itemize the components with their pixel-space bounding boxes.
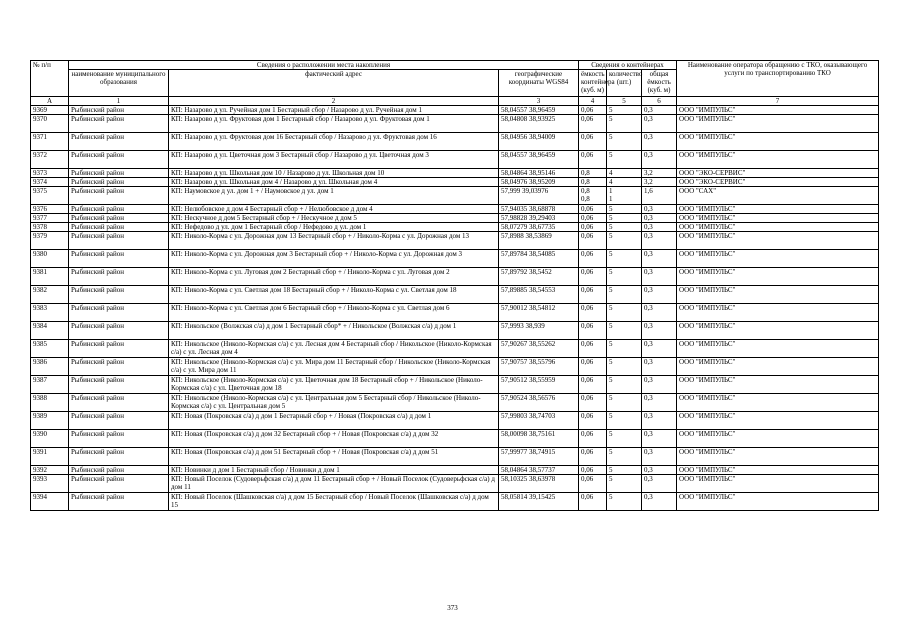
address-cell: КП: Назарово д ул. Школьная дом 4 / Назарово д ул. Школьная дом 4 (169, 178, 499, 187)
coordinates-cell: 57,89784 38,54085 (499, 250, 579, 268)
index-cell: 5 (607, 97, 642, 106)
row-number: 9381 (31, 268, 69, 286)
table-row (31, 178, 879, 187)
count-cell: 5 (607, 304, 642, 322)
address-cell: КП: Новая (Покровская с/а) д дом 32 Бестарный сбор + / Новая (Покровская с/а) д дом 32 (169, 430, 499, 448)
operator-cell: ООО "ИМПУЛЬС" (677, 322, 879, 340)
table-row (31, 133, 879, 151)
capacity-cell: 0,06 (579, 340, 607, 358)
capacity-cell: 0,06 (579, 250, 607, 268)
total-capacity-cell: 0,3 (642, 106, 677, 115)
total-capacity-cell: 0,3 (642, 250, 677, 268)
count-cell: 5 (607, 340, 642, 358)
coordinates-cell: 58,04557 38,96459 (499, 151, 579, 169)
header-address: фактический адрес (169, 70, 499, 97)
row-number: 9392 (31, 466, 69, 475)
table-row (31, 169, 879, 178)
header-total: общая ёмкость (куб. м) (642, 70, 677, 97)
capacity-cell: 0,06 (579, 376, 607, 394)
total-capacity-cell: 0,3 (642, 358, 677, 376)
capacity-cell: 0,8 (579, 169, 607, 178)
total-capacity-cell: 0,3 (642, 466, 677, 475)
table-row (31, 205, 879, 214)
table-row (31, 493, 879, 511)
capacity-cell: 0,06 (579, 394, 607, 412)
count-cell: 5 (607, 214, 642, 223)
total-capacity-cell: 0,3 (642, 412, 677, 430)
row-number: 9388 (31, 394, 69, 412)
operator-cell: ООО "ИМПУЛЬС" (677, 340, 879, 358)
operator-cell: ООО "ИМПУЛЬС" (677, 223, 879, 232)
coordinates-cell: 57,90524 38,56576 (499, 394, 579, 412)
count-cell: 5 (607, 205, 642, 214)
municipality-cell: Рыбинский район (69, 205, 169, 214)
row-number: 9384 (31, 322, 69, 340)
coordinates-cell: 58,04557 38,96459 (499, 106, 579, 115)
count-cell: 5 (607, 151, 642, 169)
operator-cell: ООО "ЭКО-СЕРВИС" (677, 169, 879, 178)
municipality-cell: Рыбинский район (69, 376, 169, 394)
operator-cell: ООО "ИМПУЛЬС" (677, 133, 879, 151)
operator-cell: ООО "ИМПУЛЬС" (677, 151, 879, 169)
table-row (31, 475, 879, 493)
row-number: 9394 (31, 493, 69, 511)
municipality-cell: Рыбинский район (69, 250, 169, 268)
total-capacity-cell: 0,3 (642, 286, 677, 304)
coordinates-cell: 58,04956 38,94009 (499, 133, 579, 151)
count-cell: 5 (607, 250, 642, 268)
operator-cell: ООО "САХ" (677, 187, 879, 205)
total-capacity-cell: 3,2 (642, 178, 677, 187)
capacity-cell: 0,06 (579, 268, 607, 286)
table-row (31, 151, 879, 169)
municipality-cell: Рыбинский район (69, 493, 169, 511)
table-row (31, 268, 879, 286)
header-coords: географические координаты WGS84 (499, 70, 579, 97)
municipality-cell: Рыбинский район (69, 133, 169, 151)
operator-cell: ООО "ИМПУЛЬС" (677, 358, 879, 376)
coordinates-cell: 57,89885 38,54553 (499, 286, 579, 304)
coordinates-cell: 57,90757 38,55796 (499, 358, 579, 376)
count-cell: 5 (607, 322, 642, 340)
total-capacity-cell: 0,3 (642, 304, 677, 322)
count-cell: 5 (607, 448, 642, 466)
operator-cell: ООО "ИМПУЛЬС" (677, 268, 879, 286)
table-row (31, 448, 879, 466)
operator-cell: ООО "ИМПУЛЬС" (677, 475, 879, 493)
capacity-cell: 0,06 (579, 223, 607, 232)
count-cell: 5 (607, 475, 642, 493)
count-cell: 5 (607, 430, 642, 448)
municipality-cell: Рыбинский район (69, 232, 169, 250)
total-capacity-cell: 0,3 (642, 448, 677, 466)
coordinates-cell: 57,98828 39,29403 (499, 214, 579, 223)
operator-cell: ООО "ИМПУЛЬС" (677, 430, 879, 448)
total-capacity-cell: 1,6 (642, 187, 677, 205)
municipality-cell: Рыбинский район (69, 475, 169, 493)
index-cell: 7 (677, 97, 879, 106)
municipality-cell: Рыбинский район (69, 340, 169, 358)
capacity-cell: 0,06 (579, 475, 607, 493)
address-cell: КП: Николо-Корма с ул. Дорожная дом 3 Бестарный сбор + / Николо-Корма с ул. Дорожная дом 3 (169, 250, 499, 268)
total-capacity-cell: 0,3 (642, 115, 677, 133)
operator-cell: ООО "ИМПУЛЬС" (677, 250, 879, 268)
address-cell: КП: Николо-Корма с ул. Светлая дом 6 Бестарный сбор + / Николо-Корма с ул. Светлая дом 6 (169, 304, 499, 322)
count-cell: 4 (607, 178, 642, 187)
count-cell: 5 (607, 412, 642, 430)
table-body (31, 106, 879, 511)
table-row (31, 340, 879, 358)
municipality-cell: Рыбинский район (69, 412, 169, 430)
register-sheet (30, 60, 878, 511)
coordinates-cell: 57,99977 38,74915 (499, 448, 579, 466)
row-number: 9383 (31, 304, 69, 322)
page-number: 373 (447, 604, 458, 612)
address-cell: КП: Никольское (Николо-Кормская с/а) с ул. Мира дом 11 Бестарный сбор / Никольское (Николо-Кормская с/а) с ул. Мира дом 11 (169, 358, 499, 376)
container-sites-table (30, 60, 879, 511)
row-number: 9373 (31, 169, 69, 178)
operator-cell: ООО "ЭКО-СЕРВИС" (677, 178, 879, 187)
coordinates-cell: 57,89792 38,5452 (499, 268, 579, 286)
index-cell: 4 (579, 97, 607, 106)
address-cell: КП: Нелюбовское д дом 4 Бестарный сбор + / Нелюбовское д дом 4 (169, 205, 499, 214)
coordinates-cell: 57,99803 38,74703 (499, 412, 579, 430)
operator-cell: ООО "ИМПУЛЬС" (677, 304, 879, 322)
coordinates-cell: 57,90267 38,55262 (499, 340, 579, 358)
header-num: № п/п (31, 61, 69, 97)
row-number: 9390 (31, 430, 69, 448)
municipality-cell: Рыбинский район (69, 394, 169, 412)
total-capacity-cell: 0,3 (642, 493, 677, 511)
row-number: 9372 (31, 151, 69, 169)
count-cell: 4 (607, 169, 642, 178)
row-number: 9376 (31, 205, 69, 214)
address-cell: КП: Назарово д ул. Фруктовая дом 16 Бестарный сбор / Назарово д ул. Фруктовая дом 16 (169, 133, 499, 151)
table-row (31, 376, 879, 394)
municipality-cell: Рыбинский район (69, 304, 169, 322)
capacity-cell: 0,06 (579, 106, 607, 115)
capacity-cell: 0,06 (579, 205, 607, 214)
count-cell: 5 (607, 268, 642, 286)
count-cell: 1 1 (607, 187, 642, 205)
municipality-cell: Рыбинский район (69, 115, 169, 133)
row-number: 9370 (31, 115, 69, 133)
coordinates-cell: 58,07279 38,67735 (499, 223, 579, 232)
coordinates-cell: 58,05814 39,15425 (499, 493, 579, 511)
address-cell: КП: Новый Поселок (Судоверьфская с/а) д дом 11 Бестарный сбор + / Новый Поселок (Судоверьфская с/а) д дом 11 (169, 475, 499, 493)
coordinates-cell: 58,04864 38,95146 (499, 169, 579, 178)
capacity-cell: 0,06 (579, 115, 607, 133)
row-number: 9374 (31, 178, 69, 187)
total-capacity-cell: 0,3 (642, 214, 677, 223)
row-number: 9379 (31, 232, 69, 250)
municipality-cell: Рыбинский район (69, 286, 169, 304)
municipality-cell: Рыбинский район (69, 169, 169, 178)
table-row (31, 115, 879, 133)
capacity-cell: 0,06 (579, 493, 607, 511)
table-row (31, 286, 879, 304)
municipality-cell: Рыбинский район (69, 358, 169, 376)
capacity-cell: 0,06 (579, 448, 607, 466)
address-cell: КП: Новая (Покровская с/а) д дом 1 Бестарный сбор + / Новая (Покровская с/а) д дом 1 (169, 412, 499, 430)
operator-cell: ООО "ИМПУЛЬС" (677, 466, 879, 475)
table-row (31, 412, 879, 430)
municipality-cell: Рыбинский район (69, 106, 169, 115)
total-capacity-cell: 0,3 (642, 340, 677, 358)
municipality-cell: Рыбинский район (69, 430, 169, 448)
table-row (31, 394, 879, 412)
capacity-cell: 0,06 (579, 466, 607, 475)
header-containers-group: Сведения о контейнерах (579, 61, 677, 70)
total-capacity-cell: 0,3 (642, 376, 677, 394)
total-capacity-cell: 0,3 (642, 223, 677, 232)
operator-cell: ООО "ИМПУЛЬС" (677, 115, 879, 133)
municipality-cell: Рыбинский район (69, 187, 169, 205)
coordinates-cell: 57,9993 38,939 (499, 322, 579, 340)
address-cell: КП: Никольское (Николо-Кормская с/а) с ул. Центральная дом 5 Бестарный сбор / Никольское (Николо-Кормская с/а) с ул. Центральная дом 5 (169, 394, 499, 412)
row-number: 9378 (31, 223, 69, 232)
table-row (31, 466, 879, 475)
municipality-cell: Рыбинский район (69, 223, 169, 232)
address-cell: КП: Нескучное д дом 5 Бестарный сбор + / Нескучное д дом 5 (169, 214, 499, 223)
index-cell: 1 (69, 97, 169, 106)
address-cell: КП: Наумовское д ул. дом 1 + / Наумовское д ул. дом 1 (169, 187, 499, 205)
index-cell: 6 (642, 97, 677, 106)
table-row (31, 322, 879, 340)
operator-cell: ООО "ИМПУЛЬС" (677, 205, 879, 214)
index-cell: 2 (169, 97, 499, 106)
table-row (31, 223, 879, 232)
table-row (31, 430, 879, 448)
coordinates-cell: 57,8988 38,53869 (499, 232, 579, 250)
operator-cell: ООО "ИМПУЛЬС" (677, 106, 879, 115)
coordinates-cell: 58,04864 38,57737 (499, 466, 579, 475)
coordinates-cell: 57,90512 38,55959 (499, 376, 579, 394)
address-cell: КП: Назарово д ул. Фруктовая дом 1 Бестарный сбор / Назарово д ул. Фруктовая дом 1 (169, 115, 499, 133)
total-capacity-cell: 0,3 (642, 322, 677, 340)
index-cell: 3 (499, 97, 579, 106)
table-row (31, 106, 879, 115)
municipality-cell: Рыбинский район (69, 214, 169, 223)
count-cell: 5 (607, 394, 642, 412)
coordinates-cell: 57,999 39,03976 (499, 187, 579, 205)
row-number: 9371 (31, 133, 69, 151)
index-cell: А (31, 97, 69, 106)
row-number: 9385 (31, 340, 69, 358)
coordinates-cell: 57,90012 38,54812 (499, 304, 579, 322)
coordinates-cell: 58,10325 38,63978 (499, 475, 579, 493)
municipality-cell: Рыбинский район (69, 268, 169, 286)
header-count: количество (шт.) (607, 70, 642, 97)
table-row (31, 304, 879, 322)
table-row (31, 187, 879, 205)
count-cell: 5 (607, 106, 642, 115)
capacity-cell: 0,06 (579, 286, 607, 304)
total-capacity-cell: 0,3 (642, 133, 677, 151)
total-capacity-cell: 0,3 (642, 475, 677, 493)
address-cell: КП: Новинки д дом 1 Бестарный сбор / Новинки д дом 1 (169, 466, 499, 475)
count-cell: 5 (607, 376, 642, 394)
address-cell: КП: Новый Поселок (Шашковская с/а) д дом 15 Бестарный сбор / Новый Поселок (Шашковская с/а) д дом 15 (169, 493, 499, 511)
count-cell: 5 (607, 232, 642, 250)
total-capacity-cell: 0,3 (642, 205, 677, 214)
header-location-group: Сведения о расположении места накопления (69, 61, 579, 70)
total-capacity-cell: 0,3 (642, 232, 677, 250)
coordinates-cell: 58,00098 38,75161 (499, 430, 579, 448)
capacity-cell: 0,06 (579, 133, 607, 151)
table-row (31, 358, 879, 376)
operator-cell: ООО "ИМПУЛЬС" (677, 448, 879, 466)
coordinates-cell: 57,94035 38,68878 (499, 205, 579, 214)
row-number: 9380 (31, 250, 69, 268)
row-number: 9389 (31, 412, 69, 430)
count-cell: 5 (607, 286, 642, 304)
capacity-cell: 0,06 (579, 358, 607, 376)
row-number: 9387 (31, 376, 69, 394)
address-cell: КП: Николо-Корма с ул. Дорожная дом 13 Бестарный сбор + / Николо-Корма с ул. Дорожная дом 13 (169, 232, 499, 250)
total-capacity-cell: 0,3 (642, 151, 677, 169)
row-number: 9382 (31, 286, 69, 304)
address-cell: КП: Назарово д ул. Ручейная дом 1 Бестарный сбор / Назарово д ул. Ручейная дом 1 (169, 106, 499, 115)
row-number: 9386 (31, 358, 69, 376)
count-cell: 5 (607, 115, 642, 133)
capacity-cell: 0,8 0,8 (579, 187, 607, 205)
operator-cell: ООО "ИМПУЛЬС" (677, 286, 879, 304)
operator-cell: ООО "ИМПУЛЬС" (677, 412, 879, 430)
coordinates-cell: 58,04976 38,95209 (499, 178, 579, 187)
capacity-cell: 0,06 (579, 232, 607, 250)
total-capacity-cell: 3,2 (642, 169, 677, 178)
count-cell: 5 (607, 223, 642, 232)
table-row (31, 232, 879, 250)
table-row (31, 250, 879, 268)
capacity-cell: 0,06 (579, 151, 607, 169)
municipality-cell: Рыбинский район (69, 466, 169, 475)
address-cell: КП: Николо-Корма с ул. Луговая дом 2 Бестарный сбор + / Николо-Корма с ул. Луговая дом 2 (169, 268, 499, 286)
operator-cell: ООО "ИМПУЛЬС" (677, 214, 879, 223)
coordinates-cell: 58,04808 38,93925 (499, 115, 579, 133)
row-number: 9369 (31, 106, 69, 115)
municipality-cell: Рыбинский район (69, 151, 169, 169)
count-cell: 5 (607, 466, 642, 475)
total-capacity-cell: 0,3 (642, 394, 677, 412)
row-number: 9377 (31, 214, 69, 223)
count-cell: 5 (607, 133, 642, 151)
capacity-cell: 0,06 (579, 412, 607, 430)
header-capacity: ёмкость контейнера (куб. м) (579, 70, 607, 97)
capacity-cell: 0,06 (579, 304, 607, 322)
address-cell: КП: Новая (Покровская с/а) д дом 51 Бестарный сбор + / Новая (Покровская с/а) д дом 51 (169, 448, 499, 466)
capacity-cell: 0,06 (579, 430, 607, 448)
operator-cell: ООО "ИМПУЛЬС" (677, 232, 879, 250)
address-cell: КП: Никольское (Волжская с/а) д дом 1 Бестарный сбор* + / Никольское (Волжская с/а) д дом 1 (169, 322, 499, 340)
row-number: 9393 (31, 475, 69, 493)
count-cell: 5 (607, 358, 642, 376)
capacity-cell: 0,06 (579, 214, 607, 223)
row-number: 9375 (31, 187, 69, 205)
table-row (31, 214, 879, 223)
header-operator: Наименование оператора обращению с ТКО, оказывающего услуги по транспортированию ТКО (677, 61, 879, 97)
address-cell: КП: Назарово д ул. Цветочная дом 3 Бестарный сбор / Назарово д ул. Цветочная дом 3 (169, 151, 499, 169)
municipality-cell: Рыбинский район (69, 448, 169, 466)
operator-cell: ООО "ИМПУЛЬС" (677, 394, 879, 412)
municipality-cell: Рыбинский район (69, 322, 169, 340)
address-cell: КП: Никольское (Николо-Кормская с/а) с ул. Цветочная дом 18 Бестарный сбор + / Никольское (Николо-Кормская с/а) с ул. Цветочная дом 18 (169, 376, 499, 394)
operator-cell: ООО "ИМПУЛЬС" (677, 493, 879, 511)
municipality-cell: Рыбинский район (69, 178, 169, 187)
count-cell: 5 (607, 493, 642, 511)
capacity-cell: 0,8 (579, 178, 607, 187)
operator-cell: ООО "ИМПУЛЬС" (677, 376, 879, 394)
address-cell: КП: Нефедово д ул. дом 1 Бестарный сбор / Нефедово д ул. дом 1 (169, 223, 499, 232)
capacity-cell: 0,06 (579, 322, 607, 340)
total-capacity-cell: 0,3 (642, 268, 677, 286)
row-number: 9391 (31, 448, 69, 466)
total-capacity-cell: 0,3 (642, 430, 677, 448)
address-cell: КП: Назарово д ул. Школьная дом 10 / Назарово д ул. Школьная дом 10 (169, 169, 499, 178)
address-cell: КП: Никольское (Николо-Кормская с/а) с ул. Лесная дом 4 Бестарный сбор / Никольское (Николо-Кормская с/а) с ул. Лесная дом 4 (169, 340, 499, 358)
address-cell: КП: Николо-Корма с ул. Светлая дом 18 Бестарный сбор + / Николо-Корма с ул. Светлая дом 18 (169, 286, 499, 304)
header-municipality: наименование муниципального образования (69, 70, 169, 97)
